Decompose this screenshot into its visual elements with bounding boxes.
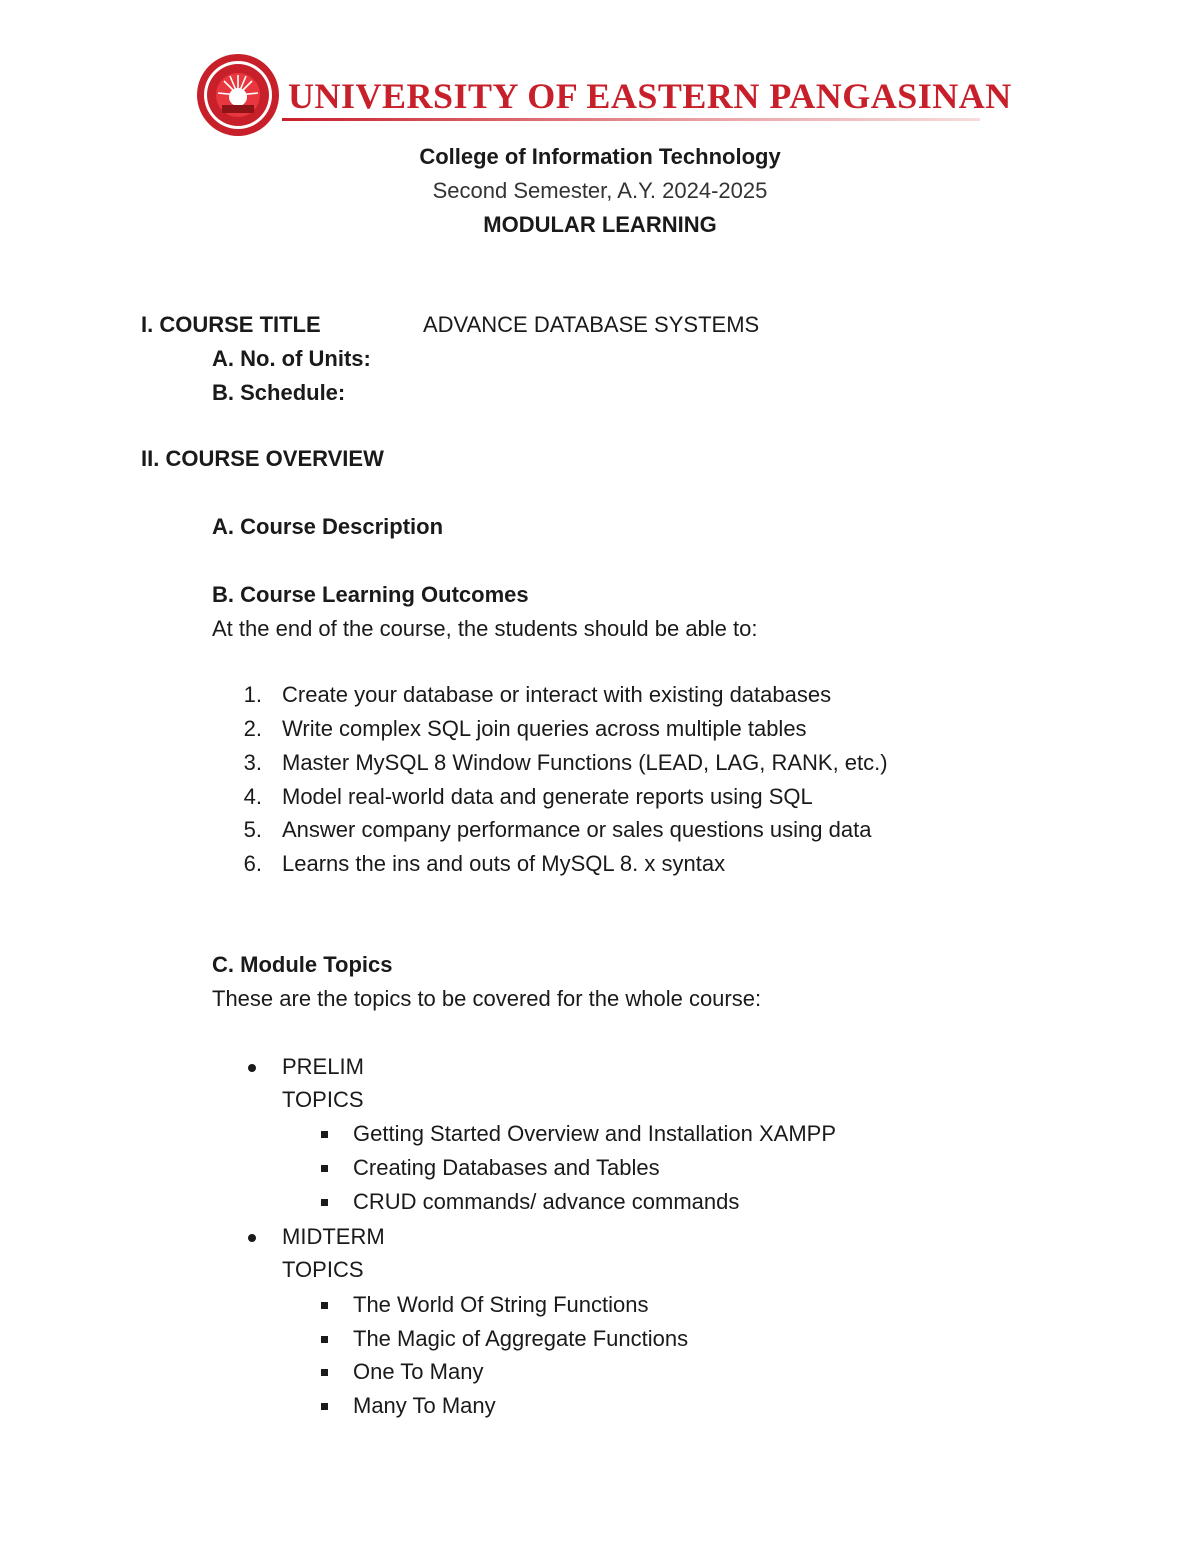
- topic-item: The World Of String Functions: [353, 1292, 649, 1317]
- university-seal-logo: [196, 53, 280, 137]
- units-label: A. No. of Units:: [212, 346, 371, 371]
- outcome-number: 1.: [243, 682, 262, 707]
- outcome-number: 4.: [243, 784, 262, 809]
- outcome-item: Learns the ins and outs of MySQL 8. x syntax: [282, 851, 726, 876]
- header-rule: [282, 118, 980, 121]
- topic-item: Many To Many: [353, 1393, 496, 1418]
- square-bullet-icon: [321, 1336, 328, 1343]
- square-bullet-icon: [321, 1165, 328, 1172]
- semester-label: Second Semester, A.Y. 2024-2025: [432, 178, 768, 203]
- topic-item: CRUD commands/ advance commands: [353, 1189, 740, 1214]
- outcome-number: 6.: [243, 851, 262, 876]
- square-bullet-icon: [321, 1131, 328, 1138]
- term-name: PRELIM: [282, 1054, 364, 1079]
- outcome-item: Write complex SQL join queries across multiple tables: [282, 716, 807, 741]
- course-title-value: ADVANCE DATABASE SYSTEMS: [423, 312, 760, 337]
- bullet-icon: [248, 1234, 256, 1242]
- outcome-item: Master MySQL 8 Window Functions (LEAD, LAG, RANK, etc.): [282, 750, 888, 775]
- learning-outcomes-heading: B. Course Learning Outcomes: [212, 582, 529, 607]
- outcomes-intro: At the end of the course, the students should be able to:: [212, 616, 758, 641]
- topic-item: The Magic of Aggregate Functions: [353, 1326, 689, 1351]
- schedule-label: B. Schedule:: [212, 380, 346, 405]
- square-bullet-icon: [321, 1302, 328, 1309]
- term-sub-label: TOPICS: [282, 1257, 364, 1282]
- course-description-heading: A. Course Description: [212, 514, 444, 539]
- outcome-item: Create your database or interact with existing databases: [282, 682, 832, 707]
- square-bullet-icon: [321, 1403, 328, 1410]
- course-title-label: I. COURSE TITLE: [141, 312, 321, 337]
- university-name: UNIVERSITY OF EASTERN PANGASINAN: [288, 76, 1012, 116]
- square-bullet-icon: [321, 1199, 328, 1206]
- term-name: MIDTERM: [282, 1224, 385, 1249]
- outcome-item: Answer company performance or sales questions using data: [282, 817, 872, 842]
- outcome-number: 2.: [243, 716, 262, 741]
- module-topics-heading: C. Module Topics: [212, 952, 393, 977]
- topic-item: Getting Started Overview and Installation XAMPP: [353, 1121, 837, 1146]
- course-overview-heading: II. COURSE OVERVIEW: [141, 446, 384, 471]
- outcome-item: Model real-world data and generate reports using SQL: [282, 784, 813, 809]
- college-name: College of Information Technology: [419, 144, 781, 169]
- bullet-icon: [248, 1064, 256, 1072]
- outcome-number: 5.: [243, 817, 262, 842]
- term-sub-label: TOPICS: [282, 1087, 364, 1112]
- square-bullet-icon: [321, 1369, 328, 1376]
- learning-mode: MODULAR LEARNING: [483, 212, 717, 237]
- topics-intro: These are the topics to be covered for the whole course:: [212, 986, 762, 1011]
- topic-item: One To Many: [353, 1359, 484, 1384]
- outcome-number: 3.: [243, 750, 262, 775]
- topic-item: Creating Databases and Tables: [353, 1155, 660, 1180]
